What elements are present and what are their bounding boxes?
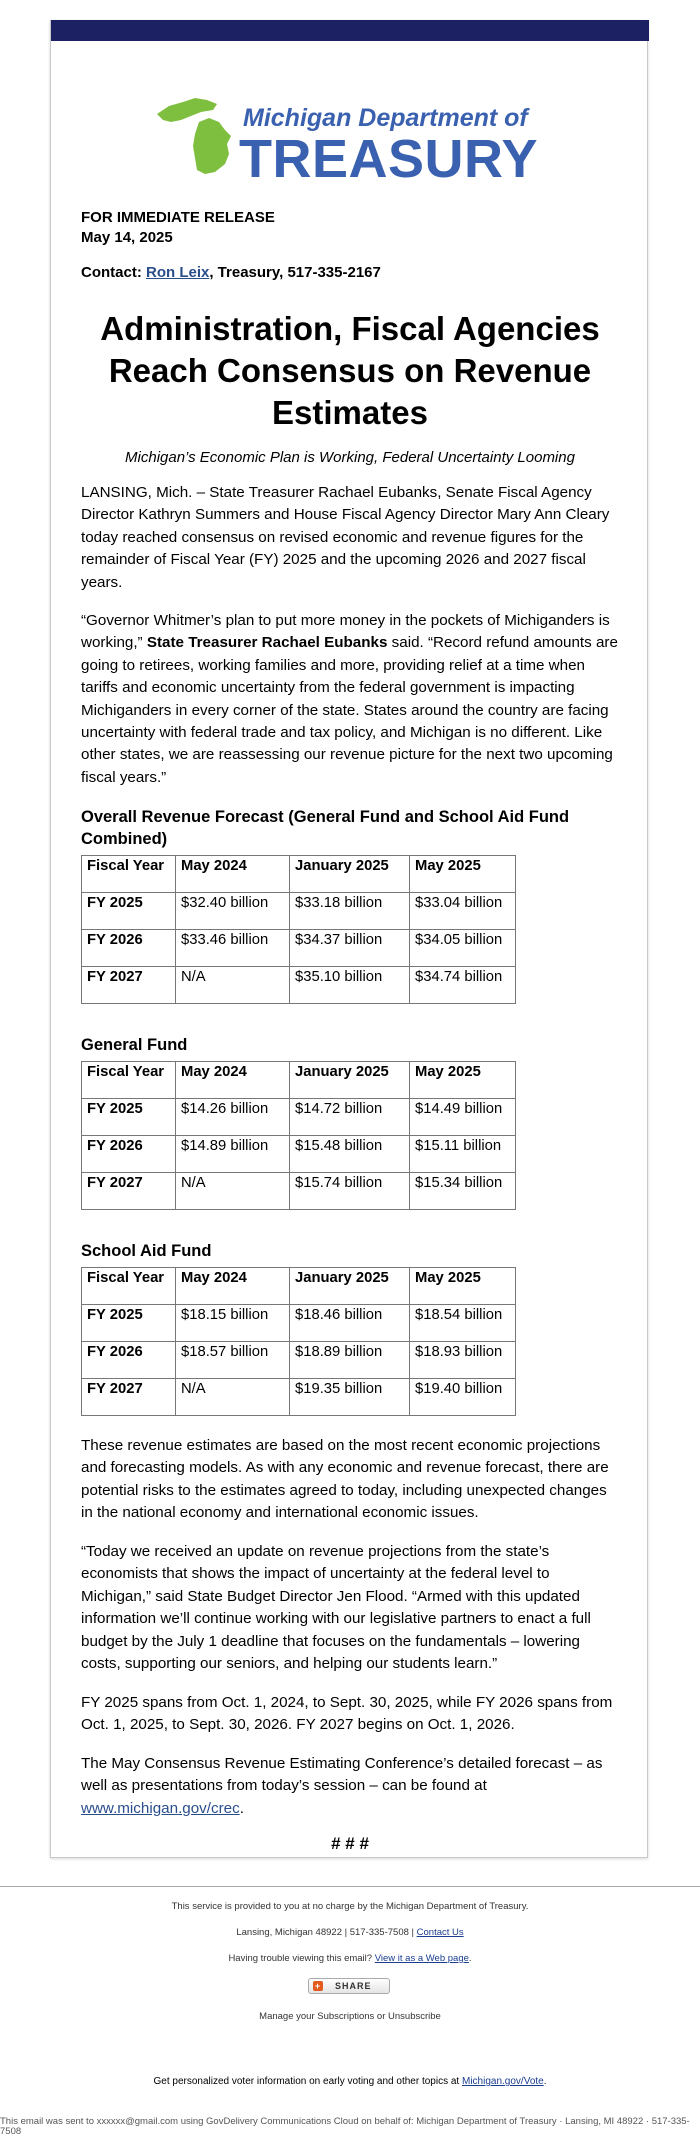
- treasurer-name: State Treasurer Rachael Eubanks: [146, 634, 388, 652]
- crec-link[interactable]: www.michigan.gov/crec: [81, 1799, 240, 1817]
- table-row: FY 2026 $18.57 billion $18.89 billion $18.93 billion: [82, 1342, 516, 1379]
- paragraph-4: “Today we received an update on revenue projections from the state’s economists that shows the impact of uncertainty at the federal level to Michigan,” said State Budget Director Jen Flood. “Armed with this updated information we’ll continue working with our legislative partners to enact a full budget by the July 1 deadline that focuses on the fundamentals – lowering costs, supporting our seniors, and helping our students learn.”: [81, 1543, 591, 1673]
- subheadline: Michigan’s Economic Plan is Working, Federal Uncertainty Looming: [125, 449, 575, 466]
- table-row: FY 2025 $18.15 billion $18.46 billion $18.54 billion: [82, 1305, 516, 1342]
- contact-name-link[interactable]: Ron Leix: [146, 264, 210, 281]
- overall-forecast-table: [81, 855, 516, 1004]
- share-label: SHARE: [335, 1981, 372, 1991]
- manage-subscriptions-link[interactable]: Manage your Subscriptions or Unsubscribe: [259, 2011, 441, 2022]
- release-date: May 14, 2025: [81, 229, 173, 246]
- logo-treasury-text: TREASURY: [239, 129, 539, 189]
- end-marker: # # #: [331, 1834, 369, 1853]
- paragraph-6: The May Consensus Revenue Estimating Conference’s detailed forecast – as well as presentations from today’s session – can be found at www.michigan.gov/crec.: [81, 1755, 603, 1817]
- contact-us-link[interactable]: Contact Us: [416, 1927, 464, 1938]
- footer-sent-to: This email was sent to xxxxxx@gmail.com using GovDelivery Communications Cloud on behalf of: Michigan Department of Treasury · Lansing, MI 48922 · 517-335-7508: [0, 2116, 690, 2137]
- table-row: FY 2027 N/A $15.74 billion $15.34 billion: [82, 1173, 516, 1210]
- vote-link[interactable]: Michigan.gov/Vote: [462, 2076, 544, 2087]
- share-plus-icon: +: [314, 1981, 322, 1991]
- table-row: FY 2025 $32.40 billion $33.18 billion $33.04 billion: [82, 893, 516, 930]
- treasury-logo: [155, 82, 545, 189]
- footer-service-text: This service is provided to you at no charge by the Michigan Department of Treasury.: [171, 1901, 529, 1912]
- email-card: [50, 20, 648, 1858]
- table-header-row: Fiscal Year May 2024 January 2025 May 2025: [82, 1268, 516, 1305]
- contact-label: Contact:: [81, 264, 142, 281]
- table-header-row: Fiscal Year May 2024 January 2025 May 2025: [82, 1062, 516, 1099]
- table-row: FY 2027 N/A $19.35 billion $19.40 billion: [82, 1379, 516, 1416]
- footer-trouble-line: Having trouble viewing this email? View it as a Web page.: [228, 1953, 472, 1964]
- footer-divider: [0, 1886, 700, 1887]
- logo-department-text: Michigan Department of: [243, 104, 528, 132]
- paragraph-2: “Governor Whitmer’s plan to put more money in the pockets of Michiganders is working,” State Treasurer Rachael Eubanks said. “Record refund amounts are going to retirees, working families and more, providing relief at a time when tariffs and economic uncertainty from the federal government is impacting Michiganders in every corner of the state. States around the country are facing uncertainty with federal trade and tax policy, and Michigan is no different. Like other states, we are reassessing our revenue picture for the next two upcoming fiscal years.”: [81, 612, 618, 786]
- header-bar: [51, 20, 649, 41]
- share-button[interactable]: [308, 1978, 390, 1994]
- release-label: FOR IMMEDIATE RELEASE: [81, 209, 275, 226]
- general-fund-table: [81, 1061, 516, 1210]
- paragraph-3: These revenue estimates are based on the most recent economic projections and forecasting models. As with any economic and revenue forecast, there are potential risks to the estimates agreed to today, including unexpected changes in the national economy and international economic issues.: [81, 1437, 609, 1522]
- michigan-map-icon: [155, 96, 243, 176]
- table-header-row: Fiscal Year May 2024 January 2025 May 2025: [82, 856, 516, 893]
- headline: Administration, Fiscal Agencies Reach Consensus on Revenue Estimates: [100, 310, 600, 431]
- contact-line: [81, 263, 621, 283]
- view-web-page-link[interactable]: View it as a Web page: [374, 1953, 469, 1964]
- table-row: FY 2025 $14.26 billion $14.72 billion $14.49 billion: [82, 1099, 516, 1136]
- footer-vote-line: Get personalized voter information on early voting and other topics at Michigan.gov/Vote.: [153, 2076, 547, 2087]
- school-aid-fund-title: School Aid Fund: [81, 1242, 212, 1260]
- overall-forecast-title: Overall Revenue Forecast (General Fund and School Aid Fund Combined): [81, 808, 570, 848]
- contact-details: , Treasury, 517-335-2167: [209, 264, 381, 281]
- table-row: FY 2026 $33.46 billion $34.37 billion $34.05 billion: [82, 930, 516, 967]
- paragraph-1: LANSING, Mich. – State Treasurer Rachael Eubanks, Senate Fiscal Agency Director Kathryn Summers and House Fiscal Agency Director Mary Ann Cleary today reached consensus on revised economic and revenue figures for the remainder of Fiscal Year (FY) 2025 and the upcoming 2026 and 2027 fiscal years.: [81, 484, 610, 591]
- general-fund-title: General Fund: [81, 1036, 188, 1054]
- table-row: FY 2026 $14.89 billion $15.48 billion $15.11 billion: [82, 1136, 516, 1173]
- paragraph-5: FY 2025 spans from Oct. 1, 2024, to Sept. 30, 2025, while FY 2026 spans from Oct. 1, 2025, to Sept. 30, 2026. FY 2027 begins on Oct. 1, 2026.: [81, 1694, 613, 1734]
- table-row: FY 2027 N/A $35.10 billion $34.74 billion: [82, 967, 516, 1004]
- school-aid-fund-table: [81, 1267, 516, 1416]
- footer-address-line: Lansing, Michigan 48922 | 517-335-7508 | Contact Us: [236, 1927, 464, 1938]
